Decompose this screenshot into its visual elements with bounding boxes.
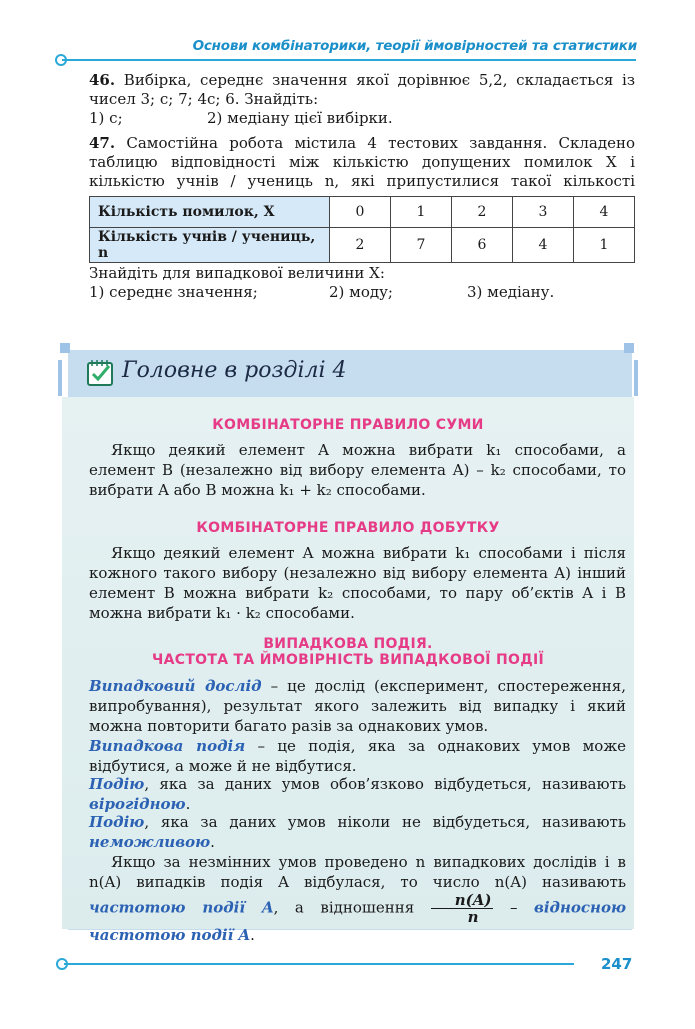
section-title-random-event-1: ВИПАДКОВА ПОДІЯ. (263, 636, 433, 652)
frame-corner (60, 343, 70, 353)
table-cell: 7 (391, 228, 452, 263)
table-row-label: Кількість помилок, X (90, 197, 330, 228)
page-number: 247 (601, 955, 633, 973)
problem-46-item1: 1) c; (89, 109, 123, 127)
sum-rule-text: Якщо деякий елемент A можна вибрати k₁ способами, а елемент B (незалежно від вибору елемента A) – k₂ способами, то вибрати A або B можна k₁ + k₂ способами. (89, 441, 626, 499)
frame-edge (58, 360, 62, 396)
period: . (210, 833, 215, 851)
fraction-denominator: n (467, 908, 479, 926)
errors-table (89, 196, 635, 263)
term-random-event: Випадкова подія (89, 737, 246, 755)
period: . (185, 795, 191, 813)
definition-text: – це подія, яка за однакових умов може відбутися, а може й не відбутися. (89, 737, 626, 775)
problem-46-text: Вибірка, середнє значення якої дорівнює 5,2, складається із чисел 3; c; 7; 4c; 6. Знайдіть: (89, 71, 635, 108)
definition-random-event (89, 736, 626, 776)
definition-text: – це дослід (експеримент, спостереження, випробування), результат якого залежить від випадку і який можна повторити багато разів за однакових умов. (89, 677, 626, 735)
term-event: Подію (89, 775, 145, 793)
table-row (90, 228, 635, 263)
table-cell: 6 (452, 228, 513, 263)
frequency-text: Якщо за незмінних умов проведено n випадкових дослідів і в n(A) випадків подія A відбулася, то число n(A) називають (89, 853, 626, 891)
term-certain: вірогідною (89, 795, 186, 813)
running-header: Основи комбінаторики, теорії ймовірностей та статистики (192, 38, 637, 54)
table-cell: 1 (574, 228, 635, 263)
table-cell: 2 (452, 197, 513, 228)
problem-46 (89, 71, 635, 128)
term-relative-frequency: відносною частотою події A (89, 898, 626, 944)
term-event: Подію (89, 813, 145, 831)
frequency-dash: – (493, 898, 534, 917)
table-row-label: Кількість учнів / учениць, n (90, 228, 330, 263)
find-item1: 1) середнє значення; (89, 283, 258, 301)
find-task (89, 264, 635, 302)
fraction-numerator: n(A) (431, 892, 494, 909)
definition-text: , яка за даних умов ніколи не відбудеться, називають (144, 813, 626, 831)
table-cell: 2 (330, 228, 391, 263)
table-cell: 4 (513, 228, 574, 263)
table-cell: 4 (574, 197, 635, 228)
problem-46-item2: 2) медіану цієї вибірки. (207, 109, 393, 127)
find-intro: Знайдіть для випадкової величини X: (89, 264, 385, 282)
period: . (250, 926, 255, 944)
table-row (90, 197, 635, 228)
definition-text: , яка за даних умов обов’язково відбудеться, називають (144, 775, 626, 793)
section-title-product-rule: КОМБІНАТОРНЕ ПРАВИЛО ДОБУТКУ (196, 520, 500, 536)
frame-corner (624, 343, 634, 353)
term-impossible: неможливою (89, 833, 211, 851)
problem-47-text: Самостійна робота містила 4 тестових завдання. Складено таблицю відповідності між кількістю допущених помилок X і кількістю учнів / учениць n, які припустилися такої кількості (89, 134, 635, 190)
table-cell: 1 (391, 197, 452, 228)
fraction (431, 892, 494, 925)
table-cell: 3 (513, 197, 574, 228)
find-item3: 3) медіану. (467, 283, 555, 301)
section-title-sum-rule: КОМБІНАТОРНЕ ПРАВИЛО СУМИ (212, 417, 484, 433)
product-rule-text: Якщо деякий елемент A можна вибрати k₁ способами і після кожного такого вибору (незалежно від вибору елемента A) інший елемент B можна вибрати k₂ способами, то пару об’єктів A і B можна вибрати k₁ · k₂ способами. (89, 544, 626, 622)
frequency-definition (89, 852, 626, 945)
table-cell: 0 (330, 197, 391, 228)
checklist-icon (86, 358, 116, 388)
header-line (62, 59, 636, 61)
frame-edge (634, 360, 638, 396)
find-item2: 2) моду; (329, 283, 393, 301)
definition-certain-event (89, 774, 626, 814)
term-frequency: частотою події A (89, 898, 274, 917)
term-random-experiment: Випадковий дослід (89, 677, 262, 695)
problem-46-number: 46. (89, 71, 116, 89)
frequency-text-2: , а відношення (273, 898, 431, 917)
definition-random-experiment (89, 676, 626, 736)
footer-line (64, 963, 574, 965)
summary-box-header (76, 348, 624, 398)
definition-impossible-event (89, 812, 626, 852)
summary-box-title: Головне в розділі 4 (122, 358, 347, 383)
problem-47-number: 47. (89, 134, 116, 152)
section-title-random-event-2: ЧАСТОТА ТА ЙМОВІРНІСТЬ ВИПАДКОВОЇ ПОДІЇ (152, 652, 544, 668)
